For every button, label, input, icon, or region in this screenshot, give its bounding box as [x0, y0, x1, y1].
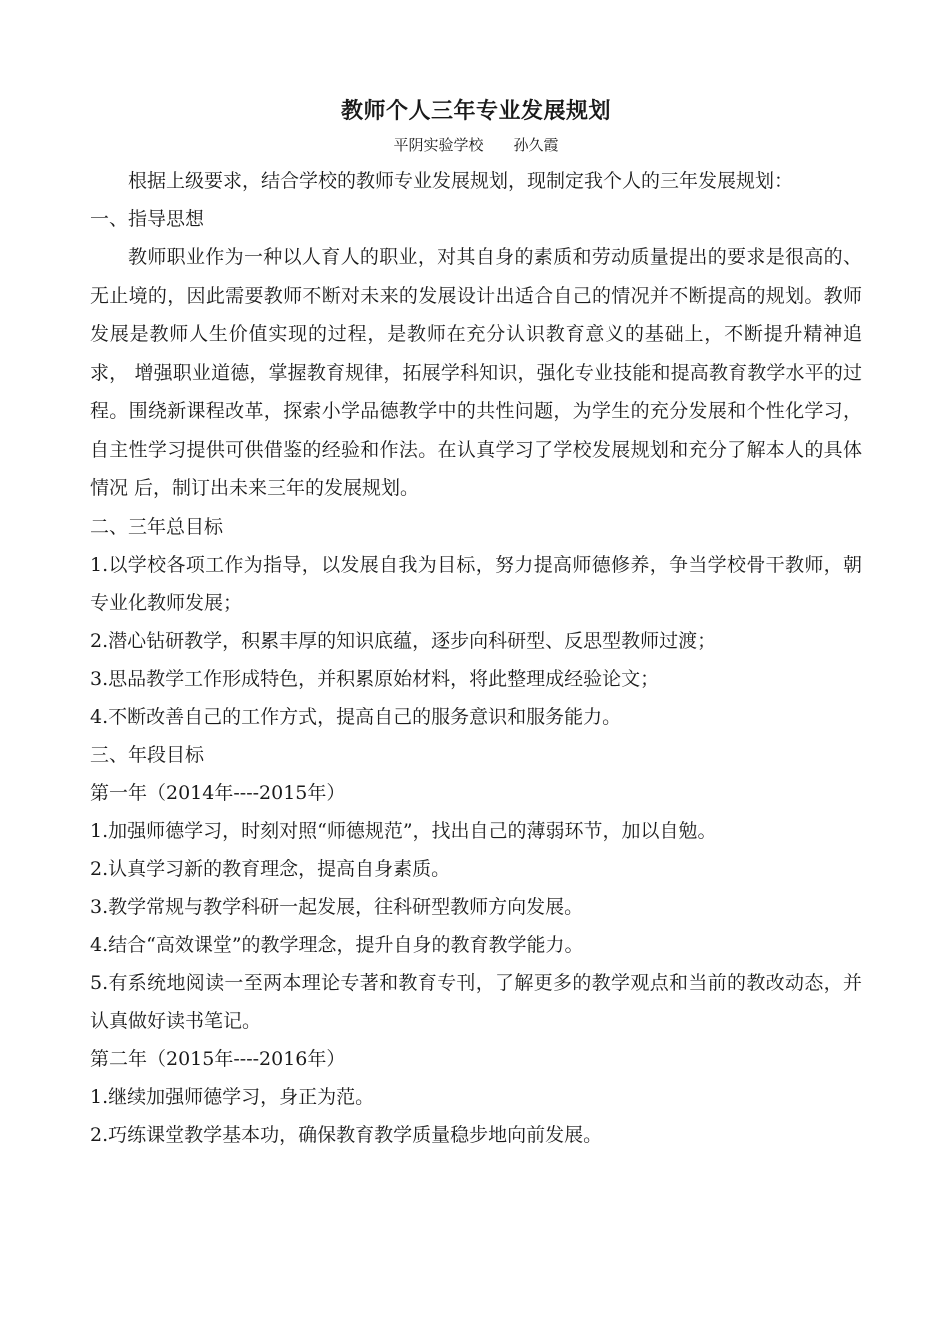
year-goal-item: 1.加强师德学习，时刻对照“师德规范”，找出自己的薄弱环节，加以自勉。 — [90, 819, 717, 842]
year-label: 第二年（2015年----2016年） — [90, 1047, 346, 1070]
year-goal-item: 5.有系统地阅读一至两本理论专著和教育专刊，了解更多的教学观点和当前的教改动态，并认真做好读书笔记。 — [90, 971, 862, 1032]
school-name: 平阴实验学校 — [393, 136, 484, 154]
intro-paragraph: 根据上级要求，结合学校的教师专业发展规划，现制定我个人的三年发展规划： — [128, 170, 794, 192]
overall-goal-item: 4.不断改善自己的工作方式，提高自己的服务意识和服务能力。 — [90, 705, 622, 728]
document-page — [90, 92, 862, 1154]
year-goal-item: 2.认真学习新的教育理念，提高自身素质。 — [90, 857, 451, 880]
guiding-thought-paragraph: 教师职业作为一种以人育人的职业，对其自身的素质和劳动质量提出的要求是很高的、无止境的，因此需要教师不断对未来的发展设计出适合自己的情况并不断提高的规划。教师发展是教师人生价值实现的过程，是教师在充分认识教育意义的基础上，不断提升精神追求， 增强职业道德，掌握教育规律，拓展学科知识，强化专业技能和提高教育教学水平的过程。围绕新课程改革，探索小学品德教学中的共性问题，为学生的充分发展和个性化学习，自主性学习提供可供借鉴的经验和作法。在认真学习了学校发展规划和充分了解本人的具体情况 后，制订出未来三年的发展规划。 — [90, 246, 862, 499]
section-heading-guiding-thought: 一、指导思想 — [90, 208, 205, 230]
year-goal-item: 3.教学常规与教学科研一起发展，往科研型教师方向发展。 — [90, 895, 584, 918]
year-goal-item: 1.继续加强师德学习，身正为范。 — [90, 1085, 375, 1108]
overall-goal-item: 1.以学校各项工作为指导，以发展自我为目标，努力提高师德修养，争当学校骨干教师，朝专业化教师发展； — [90, 553, 862, 614]
year-goal-item: 2.巧练课堂教学基本功，确保教育教学质量稳步地向前发展。 — [90, 1123, 603, 1146]
overall-goal-item: 3.思品教学工作形成特色，并积累原始材料，将此整理成经验论文； — [90, 667, 660, 690]
year-label: 第一年（2014年----2015年） — [90, 781, 346, 804]
section-heading-overall-goals: 二、三年总目标 — [90, 515, 224, 538]
byline — [90, 132, 862, 158]
document-title: 教师个人三年专业发展规划 — [340, 99, 611, 124]
author-name: 孙久霞 — [513, 136, 559, 154]
section-heading-yearly-goals: 三、年段目标 — [90, 743, 205, 766]
year-goal-item: 4.结合“高效课堂”的教学理念，提升自身的教育教学能力。 — [90, 933, 584, 956]
overall-goal-item: 2.潜心钻研教学，积累丰厚的知识底蕴，逐步向科研型、反思型教师过渡； — [90, 629, 717, 652]
